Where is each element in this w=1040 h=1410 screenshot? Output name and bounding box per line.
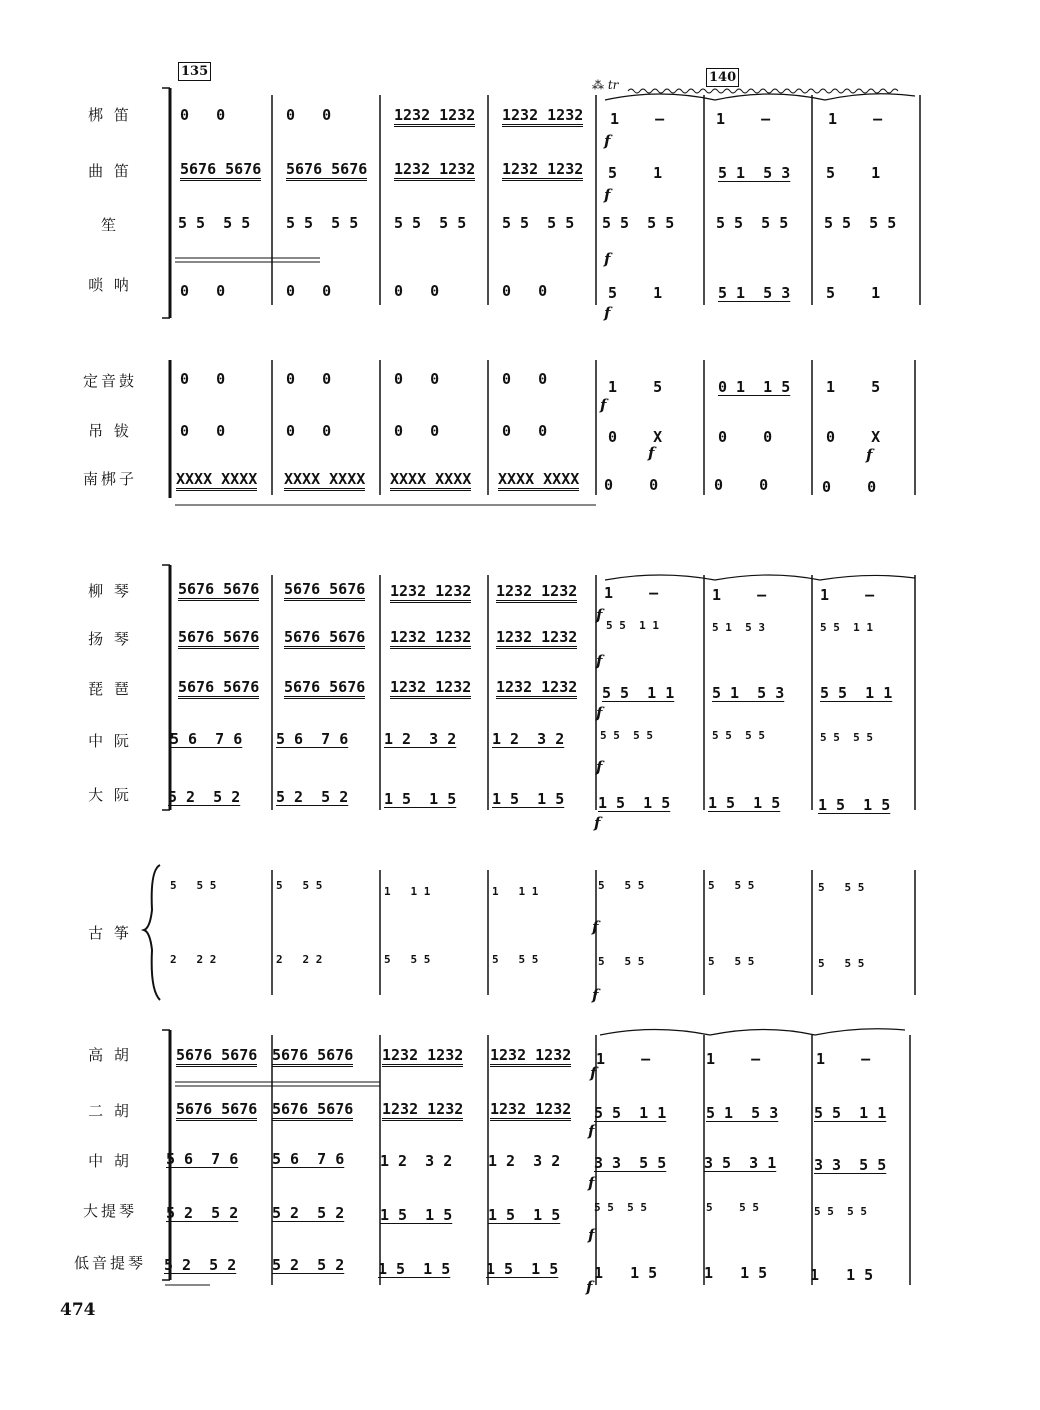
instrument-erhu: 二 胡 bbox=[88, 1102, 132, 1120]
note-cell: 1232 1232 bbox=[496, 582, 577, 603]
instrument-zhongruan: 中 阮 bbox=[88, 732, 132, 750]
note-cell: 5 1 5 3 bbox=[712, 684, 785, 702]
note-cell: 5 1 bbox=[608, 284, 663, 302]
note-cell: 0 0 bbox=[604, 476, 659, 494]
note-cell: 5 5 1 1 bbox=[820, 684, 893, 702]
note-cell: 0 0 bbox=[286, 370, 332, 388]
note-cell: 5 1 5 3 bbox=[712, 621, 765, 634]
note-cell: 5 5 5 5 bbox=[600, 729, 653, 742]
note-cell: 0 0 bbox=[394, 370, 440, 388]
instrument-timpani: 定音鼓 bbox=[82, 372, 137, 390]
instrument-zhonghu: 中 胡 bbox=[88, 1152, 132, 1170]
note-cell: 1232 1232 bbox=[394, 160, 475, 181]
dynamic-mark: f bbox=[588, 1174, 595, 1192]
note-cell: 5 2 5 2 bbox=[168, 788, 241, 806]
note-cell: 5 5 5 bbox=[598, 955, 645, 968]
note-cell: 2 2 2 bbox=[170, 953, 217, 966]
dynamic-mark: f bbox=[604, 304, 611, 322]
note-cell: 1 5 bbox=[608, 378, 663, 396]
note-cell: XXXX XXXX bbox=[176, 470, 257, 491]
note-cell: 1232 1232 bbox=[394, 106, 475, 127]
dynamic-mark: f bbox=[604, 250, 611, 268]
note-cell: 0 0 bbox=[180, 282, 226, 300]
note-cell: 5676 5676 bbox=[272, 1046, 353, 1067]
dynamic-mark: f bbox=[600, 396, 607, 414]
trill-mark: ⁂ tr bbox=[592, 78, 619, 92]
note-cell: 1232 1232 bbox=[496, 678, 577, 699]
note-cell: 5 5 5 5 bbox=[716, 214, 789, 232]
note-cell: 5 5 5 bbox=[708, 879, 755, 892]
note-cell: 0 0 bbox=[286, 422, 332, 440]
note-cell: 5 1 5 3 bbox=[718, 284, 791, 302]
note-cell: 3 3 5 5 bbox=[814, 1156, 887, 1174]
instrument-sheng: 笙 bbox=[100, 216, 119, 234]
note-cell: 1232 1232 bbox=[390, 628, 471, 649]
instrument-pipa: 琵 琶 bbox=[88, 680, 132, 698]
note-cell: 1 5 1 5 bbox=[384, 790, 457, 808]
dynamic-mark: f bbox=[648, 444, 655, 462]
note-cell: 0 0 bbox=[718, 428, 773, 446]
note-cell: 3 5 3 1 bbox=[704, 1154, 777, 1172]
dynamic-mark: f bbox=[596, 606, 603, 624]
note-cell: 1 – bbox=[596, 1050, 651, 1068]
note-cell: 5 5 1 1 bbox=[820, 621, 873, 634]
dynamic-mark: f bbox=[604, 132, 611, 150]
note-cell: 5 6 7 6 bbox=[166, 1150, 239, 1168]
instrument-liuqin: 柳 琴 bbox=[88, 582, 132, 600]
note-cell: 5 5 5 bbox=[598, 879, 645, 892]
note-cell: 5676 5676 bbox=[284, 678, 365, 699]
note-cell: 1 1 1 bbox=[492, 885, 539, 898]
note-cell: 1232 1232 bbox=[502, 106, 583, 127]
measure-number-140: 140 bbox=[706, 68, 739, 87]
note-cell: 0 0 bbox=[286, 282, 332, 300]
note-cell: 3 3 5 5 bbox=[594, 1154, 667, 1172]
note-cell: 5 1 bbox=[608, 164, 663, 182]
note-cell: 1 1 5 bbox=[704, 1264, 768, 1282]
note-cell: XXXX XXXX bbox=[284, 470, 365, 491]
note-cell: 5 5 5 bbox=[492, 953, 539, 966]
note-cell: 1232 1232 bbox=[502, 160, 583, 181]
note-cell: 1 5 1 5 bbox=[708, 794, 781, 812]
note-cell: 5 5 5 bbox=[276, 879, 323, 892]
instrument-cymbal: 吊 钹 bbox=[88, 422, 132, 440]
note-cell: 5676 5676 bbox=[178, 580, 259, 601]
dynamic-mark: f bbox=[586, 1278, 593, 1296]
note-cell: 0 0 bbox=[502, 422, 548, 440]
note-cell: 0 0 bbox=[394, 422, 440, 440]
note-cell: 5676 5676 bbox=[180, 160, 261, 181]
note-cell: 5676 5676 bbox=[176, 1046, 257, 1067]
note-cell: 5676 5676 bbox=[176, 1100, 257, 1121]
note-cell: 1 – bbox=[828, 110, 883, 128]
note-cell: 1 2 3 2 bbox=[492, 730, 565, 748]
note-cell: 5676 5676 bbox=[178, 628, 259, 649]
note-cell: 5 5 5 5 bbox=[286, 214, 359, 232]
note-cell: 1 5 bbox=[826, 378, 881, 396]
instrument-gaohu: 高 胡 bbox=[88, 1046, 132, 1064]
note-cell: 5 6 7 6 bbox=[276, 730, 349, 748]
note-cell: 5 5 5 5 bbox=[820, 731, 873, 744]
instrument-daruan: 大 阮 bbox=[88, 786, 132, 804]
note-cell: 0 0 bbox=[714, 476, 769, 494]
dynamic-mark: f bbox=[588, 1122, 595, 1140]
note-cell: 0 0 bbox=[502, 282, 548, 300]
dynamic-mark: f bbox=[592, 918, 599, 936]
note-cell: 1 – bbox=[820, 586, 875, 604]
note-cell: 5 5 5 bbox=[706, 1201, 759, 1214]
instrument-bass: 低音提琴 bbox=[73, 1254, 146, 1272]
note-cell: 5 2 5 2 bbox=[272, 1256, 345, 1274]
note-cell: 1 1 5 bbox=[594, 1264, 658, 1282]
note-cell: 5 5 5 5 bbox=[502, 214, 575, 232]
instrument-bangdi: 梆 笛 bbox=[88, 106, 132, 124]
note-cell: 1 5 1 5 bbox=[486, 1260, 559, 1278]
note-cell: 0 0 bbox=[180, 422, 226, 440]
note-cell: 0 X bbox=[826, 428, 881, 446]
note-cell: 5 5 5 5 bbox=[602, 214, 675, 232]
dynamic-mark: f bbox=[604, 186, 611, 204]
note-cell: 0 0 bbox=[180, 370, 226, 388]
note-cell: 5 5 5 5 bbox=[394, 214, 467, 232]
note-cell: 1 5 1 5 bbox=[598, 794, 671, 812]
note-cell: 1232 1232 bbox=[490, 1046, 571, 1067]
note-cell: 5 5 1 1 bbox=[814, 1104, 887, 1122]
note-cell: 5 2 5 2 bbox=[276, 788, 349, 806]
note-cell: 1 2 3 2 bbox=[488, 1152, 561, 1170]
note-cell: 1 5 1 5 bbox=[818, 796, 891, 814]
note-cell: 1 – bbox=[706, 1050, 761, 1068]
note-cell: 5676 5676 bbox=[286, 160, 367, 181]
note-cell: 5 5 5 5 bbox=[712, 729, 765, 742]
note-cell: 5 5 5 5 bbox=[814, 1205, 867, 1218]
note-cell: 1232 1232 bbox=[496, 628, 577, 649]
note-cell: 2 2 2 bbox=[276, 953, 323, 966]
note-cell: 5 5 5 5 bbox=[178, 214, 251, 232]
note-cell: 1 5 1 5 bbox=[380, 1206, 453, 1224]
page-number: 474 bbox=[60, 1300, 96, 1320]
note-cell: 1232 1232 bbox=[382, 1046, 463, 1067]
note-cell: 1 – bbox=[816, 1050, 871, 1068]
note-cell: 1 5 1 5 bbox=[378, 1260, 451, 1278]
note-cell: 1 1 5 bbox=[810, 1266, 874, 1284]
note-cell: 5 1 5 3 bbox=[706, 1104, 779, 1122]
note-cell: 1 – bbox=[604, 584, 659, 602]
note-cell: 5 5 1 1 bbox=[606, 619, 659, 632]
note-cell: 5 5 1 1 bbox=[594, 1104, 667, 1122]
note-cell: 1 2 3 2 bbox=[380, 1152, 453, 1170]
note-cell: 1 – bbox=[712, 586, 767, 604]
note-cell: 5 2 5 2 bbox=[166, 1204, 239, 1222]
dynamic-mark: f bbox=[866, 446, 873, 464]
dynamic-mark: f bbox=[594, 814, 601, 832]
instrument-guzheng: 古 筝 bbox=[88, 924, 132, 942]
note-cell: 5 1 bbox=[826, 164, 881, 182]
note-cell: 1232 1232 bbox=[382, 1100, 463, 1121]
note-cell: 0 0 bbox=[394, 282, 440, 300]
note-cell: 5 2 5 2 bbox=[272, 1204, 345, 1222]
instrument-cello: 大提琴 bbox=[82, 1202, 137, 1220]
note-cell: 5 5 5 bbox=[708, 955, 755, 968]
note-cell: 5676 5676 bbox=[272, 1100, 353, 1121]
note-cell: 0 0 bbox=[286, 106, 332, 124]
note-cell: 1 5 1 5 bbox=[488, 1206, 561, 1224]
note-cell: XXXX XXXX bbox=[498, 470, 579, 491]
dynamic-mark: f bbox=[588, 1226, 595, 1244]
note-cell: 5 6 7 6 bbox=[272, 1150, 345, 1168]
dynamic-mark: f bbox=[596, 758, 603, 776]
dynamic-mark: f bbox=[592, 986, 599, 1004]
instrument-suona: 唢 呐 bbox=[88, 276, 132, 294]
note-cell: 5676 5676 bbox=[178, 678, 259, 699]
dynamic-mark: f bbox=[596, 704, 603, 722]
note-cell: 5676 5676 bbox=[284, 580, 365, 601]
note-cell: 5 2 5 2 bbox=[164, 1256, 237, 1274]
note-cell: 1 – bbox=[610, 110, 665, 128]
note-cell: 5 1 5 3 bbox=[718, 164, 791, 182]
note-cell: 1232 1232 bbox=[390, 582, 471, 603]
measure-number-135: 135 bbox=[178, 62, 211, 81]
note-cell: 0 X bbox=[608, 428, 663, 446]
note-cell: 1 – bbox=[716, 110, 771, 128]
note-cell: 5 5 5 bbox=[384, 953, 431, 966]
note-cell: 5 5 5 bbox=[818, 957, 865, 970]
note-cell: 0 0 bbox=[180, 106, 226, 124]
note-cell: 5 5 1 1 bbox=[602, 684, 675, 702]
instrument-qudi: 曲 笛 bbox=[88, 162, 132, 180]
note-cell: 5 5 5 bbox=[818, 881, 865, 894]
note-cell: 5 5 5 5 bbox=[824, 214, 897, 232]
note-cell: 5 5 5 5 bbox=[594, 1201, 647, 1214]
note-cell: 5 5 5 bbox=[170, 879, 217, 892]
dynamic-mark: f bbox=[590, 1064, 597, 1082]
note-cell: 1232 1232 bbox=[490, 1100, 571, 1121]
note-cell: XXXX XXXX bbox=[390, 470, 471, 491]
note-cell: 0 0 bbox=[822, 478, 877, 496]
note-cell: 1 2 3 2 bbox=[384, 730, 457, 748]
note-cell: 1 5 1 5 bbox=[492, 790, 565, 808]
note-cell: 5 1 bbox=[826, 284, 881, 302]
note-cell: 5676 5676 bbox=[284, 628, 365, 649]
note-cell: 0 0 bbox=[502, 370, 548, 388]
note-cell: 1232 1232 bbox=[390, 678, 471, 699]
dynamic-mark: f bbox=[596, 652, 603, 670]
note-cell: 1 1 1 bbox=[384, 885, 431, 898]
instrument-yangqin: 扬 琴 bbox=[88, 630, 132, 648]
note-cell: 0 1 1 5 bbox=[718, 378, 791, 396]
note-cell: 5 6 7 6 bbox=[170, 730, 243, 748]
instrument-nanbangzi: 南梆子 bbox=[82, 470, 137, 488]
